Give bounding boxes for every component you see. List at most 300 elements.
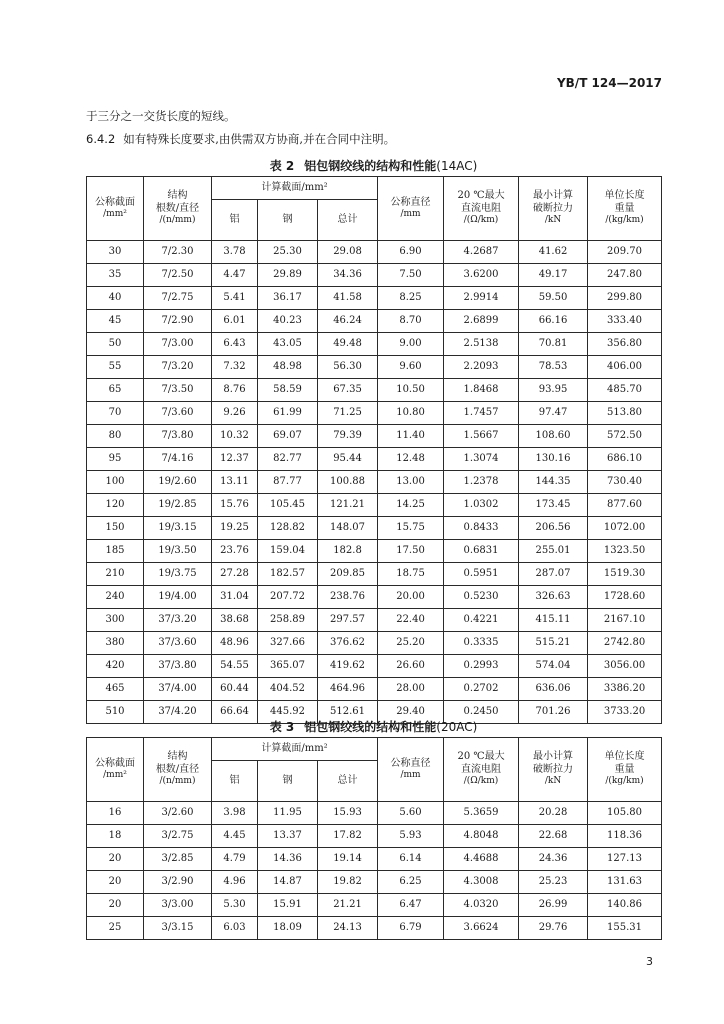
table-row [87,425,662,448]
table-cell: 258.89 [258,609,318,632]
header-nominal-section: 公称截面 /mm² [87,738,144,802]
table-cell: 240 [87,586,144,609]
table-cell: 6.43 [212,333,258,356]
table-cell: 465 [87,678,144,701]
table-cell: 105.45 [258,494,318,517]
table-cell: 3/3.15 [144,917,212,940]
table-cell: 12.37 [212,448,258,471]
table-cell: 19/4.00 [144,586,212,609]
table-row [87,333,662,356]
table-3-caption [86,718,661,735]
table-cell: 82.77 [258,448,318,471]
table-cell: 95.44 [318,448,378,471]
table-row [87,632,662,655]
table-cell: 55 [87,356,144,379]
table-cell: 61.99 [258,402,318,425]
table-cell: 445.92 [258,701,318,724]
table-cell: 6.14 [378,848,444,871]
table-2-caption [86,157,661,174]
table-cell: 287.07 [519,563,588,586]
table-cell: 0.2450 [444,701,519,724]
table-cell: 45 [87,310,144,333]
table-cell: 49.17 [519,264,588,287]
table-cell: 209.70 [588,241,662,264]
table-cell: 0.2993 [444,655,519,678]
table-cell: 16 [87,802,144,825]
table-cell: 20.00 [378,586,444,609]
table-cell: 79.39 [318,425,378,448]
table-cell: 8.25 [378,287,444,310]
header-steel: 钢 [258,761,318,802]
header-unit-mass: 单位长度 重量 /(kg/km) [588,738,662,802]
header-calc-section: 计算截面/mm² [212,738,378,761]
table-cell: 255.01 [519,540,588,563]
table-cell: 7/3.20 [144,356,212,379]
table-cell: 35 [87,264,144,287]
table-cell: 26.99 [519,894,588,917]
table-cell: 31.04 [212,586,258,609]
table-cell: 19/3.75 [144,563,212,586]
table-cell: 3056.00 [588,655,662,678]
table-cell: 0.6831 [444,540,519,563]
table-cell: 238.76 [318,586,378,609]
table-cell: 19/2.85 [144,494,212,517]
table-cell: 159.04 [258,540,318,563]
table-3-number: 表 3 [269,720,295,734]
table-cell: 48.96 [212,632,258,655]
table-cell: 29.76 [519,917,588,940]
table-cell: 7.50 [378,264,444,287]
table-cell: 48.98 [258,356,318,379]
table-cell: 3/2.90 [144,871,212,894]
table-cell: 1.0302 [444,494,519,517]
table-cell: 380 [87,632,144,655]
table-cell: 206.56 [519,517,588,540]
table-cell: 6.03 [212,917,258,940]
table-cell: 5.93 [378,825,444,848]
table-cell: 118.36 [588,825,662,848]
table-cell: 13.11 [212,471,258,494]
table-cell: 19.25 [212,517,258,540]
table-cell: 121.21 [318,494,378,517]
table-2-title: 铝包钢绞线的结构和性能 [304,159,437,173]
table-cell: 34.36 [318,264,378,287]
table-cell: 30 [87,241,144,264]
table-cell: 18 [87,825,144,848]
table-cell: 20 [87,894,144,917]
header-breaking-force: 最小计算 破断拉力 /kN [519,738,588,802]
table-cell: 4.0320 [444,894,519,917]
table-cell: 58.59 [258,379,318,402]
table-cell: 10.50 [378,379,444,402]
table-cell: 5.60 [378,802,444,825]
header-aluminum: 铝 [212,200,258,241]
table-cell: 36.17 [258,287,318,310]
table-cell: 20 [87,848,144,871]
table-row [87,825,662,848]
table-cell: 19/3.50 [144,540,212,563]
table-cell: 2167.10 [588,609,662,632]
table-row [87,848,662,871]
table-cell: 69.07 [258,425,318,448]
page-number: 3 [646,955,653,968]
table-cell: 70 [87,402,144,425]
table-cell: 15.76 [212,494,258,517]
table-cell: 11.95 [258,802,318,825]
table-cell: 4.3008 [444,871,519,894]
table-cell: 37/4.00 [144,678,212,701]
table-cell: 210 [87,563,144,586]
header-structure: 结构 根数/直径 /(n/mm) [144,177,212,241]
table-cell: 66.16 [519,310,588,333]
table-cell: 6.01 [212,310,258,333]
table-cell: 127.13 [588,848,662,871]
table-cell: 510 [87,701,144,724]
table-cell: 1519.30 [588,563,662,586]
table-cell: 24.13 [318,917,378,940]
table-cell: 40.23 [258,310,318,333]
table-cell: 19/2.60 [144,471,212,494]
table-cell: 1072.00 [588,517,662,540]
table-cell: 2.6899 [444,310,519,333]
table-3 [86,737,662,940]
table-row [87,241,662,264]
table-cell: 7.32 [212,356,258,379]
table-cell: 15.91 [258,894,318,917]
table-cell: 209.85 [318,563,378,586]
table-cell: 37/3.20 [144,609,212,632]
table-cell: 41.62 [519,241,588,264]
table-row [87,287,662,310]
table-cell: 404.52 [258,678,318,701]
table-cell: 0.4221 [444,609,519,632]
table-cell: 5.41 [212,287,258,310]
table-cell: 18.75 [378,563,444,586]
table-cell: 365.07 [258,655,318,678]
table-cell: 1.7457 [444,402,519,425]
table-cell: 376.62 [318,632,378,655]
table-cell: 6.47 [378,894,444,917]
table-cell: 7/2.30 [144,241,212,264]
table-cell: 25.23 [519,871,588,894]
table-cell: 5.30 [212,894,258,917]
header-structure: 结构 根数/直径 /(n/mm) [144,738,212,802]
table-cell: 130.16 [519,448,588,471]
table-cell: 17.50 [378,540,444,563]
table-cell: 7/2.75 [144,287,212,310]
table-cell: 3386.20 [588,678,662,701]
continued-paragraph: 于三分之一交货长度的短线。 [86,109,236,123]
table-cell: 10.32 [212,425,258,448]
table-cell: 2742.80 [588,632,662,655]
table-cell: 327.66 [258,632,318,655]
table-cell: 6.25 [378,871,444,894]
header-unit-mass: 单位长度 重量 /(kg/km) [588,177,662,241]
header-nominal-section: 公称截面 /mm² [87,177,144,241]
table-cell: 27.28 [212,563,258,586]
table-cell: 300 [87,609,144,632]
table-cell: 70.81 [519,333,588,356]
table-cell: 464.96 [318,678,378,701]
table-cell: 131.63 [588,871,662,894]
table-cell: 105.80 [588,802,662,825]
table-cell: 140.86 [588,894,662,917]
table-cell: 182.8 [318,540,378,563]
header-breaking-force: 最小计算 破断拉力 /kN [519,177,588,241]
table-cell: 686.10 [588,448,662,471]
table-cell: 100 [87,471,144,494]
table-row [87,802,662,825]
table-cell: 14.36 [258,848,318,871]
table-cell: 37/4.20 [144,701,212,724]
table-cell: 4.8048 [444,825,519,848]
header-dc-resistance: 20 ℃最大 直流电阻 /(Ω/km) [444,738,519,802]
header-nominal-diameter: 公称直径 /mm [378,738,444,802]
table-cell: 173.45 [519,494,588,517]
table-cell: 14.25 [378,494,444,517]
header-total: 总计 [318,761,378,802]
table-cell: 87.77 [258,471,318,494]
header-dc-resistance: 20 ℃最大 直流电阻 /(Ω/km) [444,177,519,241]
table-cell: 38.68 [212,609,258,632]
table-cell: 120 [87,494,144,517]
table-cell: 7/4.16 [144,448,212,471]
table-cell: 108.60 [519,425,588,448]
table-row [87,517,662,540]
table-cell: 6.90 [378,241,444,264]
table-cell: 3.98 [212,802,258,825]
table-row [87,655,662,678]
table-cell: 0.5951 [444,563,519,586]
table-cell: 67.35 [318,379,378,402]
table-cell: 7/3.60 [144,402,212,425]
table-cell: 3.6200 [444,264,519,287]
table-cell: 574.04 [519,655,588,678]
table-cell: 23.76 [212,540,258,563]
table-cell: 2.2093 [444,356,519,379]
table-cell: 1.2378 [444,471,519,494]
table-row [87,609,662,632]
table-cell: 4.4688 [444,848,519,871]
table-cell: 3/2.85 [144,848,212,871]
table-cell: 7/2.90 [144,310,212,333]
table-cell: 10.80 [378,402,444,425]
table-cell: 37/3.80 [144,655,212,678]
table-cell: 299.80 [588,287,662,310]
table-cell: 100.88 [318,471,378,494]
table-cell: 730.40 [588,471,662,494]
table-cell: 15.75 [378,517,444,540]
table-cell: 182.57 [258,563,318,586]
table-cell: 1.5667 [444,425,519,448]
table-row [87,917,662,940]
table-cell: 41.58 [318,287,378,310]
table-cell: 29.89 [258,264,318,287]
table-cell: 701.26 [519,701,588,724]
table-cell: 419.62 [318,655,378,678]
table-cell: 13.37 [258,825,318,848]
table-cell: 420 [87,655,144,678]
table-row [87,540,662,563]
table-3-title: 铝包钢绞线的结构和性能 [304,720,437,734]
table-cell: 9.00 [378,333,444,356]
table-cell: 148.07 [318,517,378,540]
table-cell: 415.11 [519,609,588,632]
table-cell: 9.60 [378,356,444,379]
table-cell: 29.08 [318,241,378,264]
table-cell: 50 [87,333,144,356]
table-cell: 3/2.75 [144,825,212,848]
table-cell: 49.48 [318,333,378,356]
table-cell: 4.2687 [444,241,519,264]
table-cell: 60.44 [212,678,258,701]
table-cell: 0.8433 [444,517,519,540]
table-cell: 46.24 [318,310,378,333]
table-cell: 22.68 [519,825,588,848]
header-nominal-diameter: 公称直径 /mm [378,177,444,241]
table-cell: 0.3335 [444,632,519,655]
table-cell: 25.30 [258,241,318,264]
table-cell: 43.05 [258,333,318,356]
table-cell: 25.20 [378,632,444,655]
table-cell: 247.80 [588,264,662,287]
table-cell: 9.26 [212,402,258,425]
header-aluminum: 铝 [212,761,258,802]
table-cell: 13.00 [378,471,444,494]
table-3-suffix: (20AC) [436,720,478,734]
table-cell: 66.64 [212,701,258,724]
table-cell: 19.82 [318,871,378,894]
table-cell: 4.79 [212,848,258,871]
table-cell: 356.80 [588,333,662,356]
table-row [87,494,662,517]
table-row [87,678,662,701]
header-total: 总计 [318,200,378,241]
table-cell: 20 [87,871,144,894]
table-cell: 65 [87,379,144,402]
table-cell: 17.82 [318,825,378,848]
table-cell: 11.40 [378,425,444,448]
table-cell: 8.76 [212,379,258,402]
table-cell: 155.31 [588,917,662,940]
table-cell: 1.8468 [444,379,519,402]
table-cell: 185 [87,540,144,563]
table-row [87,448,662,471]
table-cell: 6.79 [378,917,444,940]
table-cell: 1728.60 [588,586,662,609]
table-cell: 0.5230 [444,586,519,609]
table-cell: 37/3.60 [144,632,212,655]
table-row [87,310,662,333]
table-cell: 71.25 [318,402,378,425]
table-cell: 7/3.50 [144,379,212,402]
table-row [87,264,662,287]
table-cell: 877.60 [588,494,662,517]
table-cell: 56.30 [318,356,378,379]
table-cell: 1323.50 [588,540,662,563]
table-cell: 7/3.80 [144,425,212,448]
table-cell: 7/2.50 [144,264,212,287]
table-row [87,471,662,494]
table-cell: 29.40 [378,701,444,724]
table-cell: 4.96 [212,871,258,894]
table-cell: 333.40 [588,310,662,333]
table-row [87,894,662,917]
table-cell: 326.63 [519,586,588,609]
document-code: YB/T 124—2017 [556,76,662,90]
table-cell: 12.48 [378,448,444,471]
table-cell: 28.00 [378,678,444,701]
table-cell: 0.2702 [444,678,519,701]
clause-text: 如有特殊长度要求,由供需双方协商,并在合同中注明。 [123,132,396,146]
table-cell: 21.21 [318,894,378,917]
table-row [87,379,662,402]
table-cell: 512.61 [318,701,378,724]
table-row [87,586,662,609]
table-row [87,563,662,586]
header-steel: 钢 [258,200,318,241]
table-cell: 20.28 [519,802,588,825]
table-cell: 3/2.60 [144,802,212,825]
table-cell: 485.70 [588,379,662,402]
table-2 [86,176,662,724]
table-cell: 513.80 [588,402,662,425]
table-cell: 97.47 [519,402,588,425]
table-cell: 3.78 [212,241,258,264]
table-cell: 95 [87,448,144,471]
table-cell: 59.50 [519,287,588,310]
table-cell: 2.5138 [444,333,519,356]
table-cell: 22.40 [378,609,444,632]
table-cell: 26.60 [378,655,444,678]
table-2-suffix: (14AC) [436,159,478,173]
table-cell: 78.53 [519,356,588,379]
table-cell: 40 [87,287,144,310]
table-cell: 1.3074 [444,448,519,471]
table-cell: 4.45 [212,825,258,848]
table-cell: 3733.20 [588,701,662,724]
table-cell: 515.21 [519,632,588,655]
table-row [87,356,662,379]
table-cell: 14.87 [258,871,318,894]
table-row [87,871,662,894]
table-cell: 93.95 [519,379,588,402]
table-cell: 3.6624 [444,917,519,940]
table-cell: 207.72 [258,586,318,609]
clause-number: 6.4.2 [86,132,116,146]
table-cell: 25 [87,917,144,940]
table-cell: 8.70 [378,310,444,333]
table-cell: 5.3659 [444,802,519,825]
table-cell: 15.93 [318,802,378,825]
table-cell: 18.09 [258,917,318,940]
table-cell: 19.14 [318,848,378,871]
table-cell: 7/3.00 [144,333,212,356]
table-row [87,402,662,425]
table-cell: 144.35 [519,471,588,494]
table-cell: 19/3.15 [144,517,212,540]
table-cell: 3/3.00 [144,894,212,917]
table-cell: 4.47 [212,264,258,287]
table-cell: 54.55 [212,655,258,678]
table-cell: 636.06 [519,678,588,701]
table-cell: 297.57 [318,609,378,632]
header-calc-section: 计算截面/mm² [212,177,378,200]
table-cell: 2.9914 [444,287,519,310]
table-cell: 24.36 [519,848,588,871]
table-cell: 150 [87,517,144,540]
table-cell: 406.00 [588,356,662,379]
